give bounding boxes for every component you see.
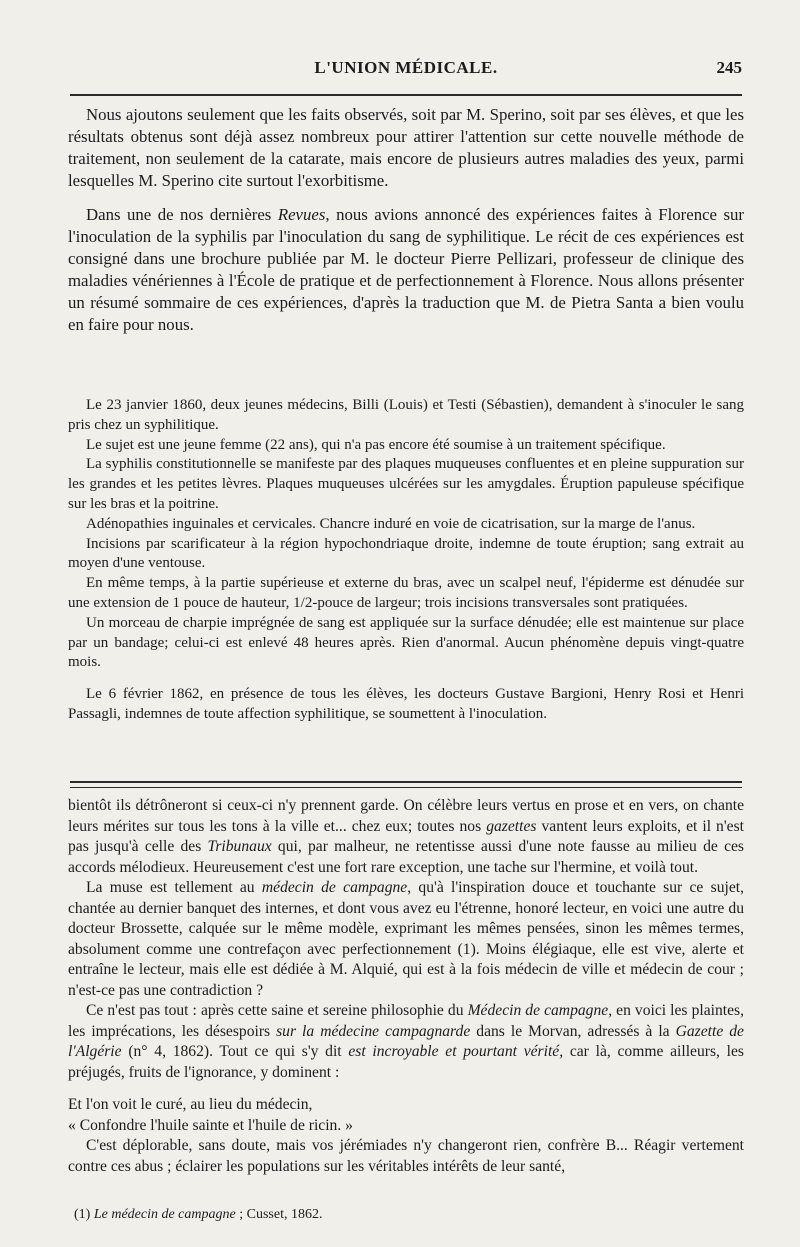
paragraph: C'est déplorable, sans doute, mais vos jérémiades n'y changeront rien, confrère B... Réagir vertement contre ces abus ; éclairer les populations sur les véritables intérêts de leur santé, — [68, 1137, 744, 1175]
footnote-mark: (1) — [74, 1207, 94, 1222]
paragraph — [68, 796, 744, 878]
main-text-upper — [68, 104, 744, 336]
paragraph: Incisions par scarificateur à la région hypochondriaque droite, indemne de toute éruption; sang extrait au moyen d'une ventouse. — [68, 535, 744, 572]
text-run: qui, par malheur, ne retentisse aussi d'une note fausse au milieu de ces accords mélodieux. Heureusement c'est une fort rare exception, une tache sur l'hermine, et voilà tout. — [68, 838, 744, 876]
italic-run: Médecin de campagne — [467, 1002, 609, 1019]
text-run: Ce n'est pas tout : après cette saine et sereine philosophie du — [86, 1002, 468, 1019]
experiment-report — [68, 396, 744, 725]
footnote-text: ; Cusset, 1862. — [235, 1207, 323, 1222]
italic-run: est incroyable et pourtant vérité, — [348, 1043, 564, 1060]
feuilleton-text — [68, 796, 744, 1177]
text-run: , en voici les plaintes, les imprécations, les désespoirs — [68, 1002, 744, 1040]
paragraph — [68, 204, 744, 336]
paragraph: Adénopathies inguinales et cervicales. Chancre induré en voie de cicatrisation, sur la marge de l'anus. — [86, 515, 696, 532]
paragraph — [68, 1001, 744, 1083]
page-header — [70, 58, 742, 84]
journal-title: L'UNION MÉDICALE. — [314, 58, 498, 77]
text-run: dans le Morvan, adressés à la — [470, 1022, 676, 1040]
text-run: car là, comme ailleurs, les préjugés, fruits de l'ignorance, y dominent : — [68, 1043, 744, 1081]
paragraph: Le sujet est une jeune femme (22 ans), qui n'a pas encore été soumise à un traitement spécifique. — [86, 436, 666, 453]
text-run: Dans une de nos dernières — [86, 205, 278, 224]
italic-run: Revues — [277, 205, 326, 224]
paragraph: Un morceau de charpie imprégnée de sang est appliquée sur la surface dénudée; elle est maintenue sur place par un bandage; celui-ci est enlevé 48 heures après. Rien d'anormal. Aucun phénomène depuis vingt-quatre mois. — [68, 614, 744, 671]
verse-line: « Confondre l'huile sainte et l'huile de ricin. » — [68, 1116, 353, 1134]
text-run: vantent leurs exploits, et il n'est pas jusqu'à celle des — [68, 817, 744, 855]
italic-run: gazettes — [486, 817, 537, 835]
footnote-title: Le médecin de campagne — [93, 1207, 236, 1222]
text-run: (n° 4, 1862). Tout ce qui s'y dit — [121, 1043, 349, 1060]
italic-run: Gazette de l'Algérie — [68, 1022, 744, 1060]
paragraph: En même temps, à la partie supérieuse et externe du bras, avec un scalpel neuf, l'épiderme est dénudée sur une extension de 1 pouce de hauteur, 1/2-pouce de largeur; trois incisions transversales sont pratiquées. — [68, 575, 744, 611]
paragraph: La syphilis constitutionnelle se manifeste par des plaques muqueuses confluentes et en pleine suppuration sur les grandes et les petites lèvres. Plaques muqueuses ulcérées sur les amygdales. Éruption papuleuse spécifique sur les bras et la poitrine. — [68, 456, 744, 512]
italic-run: Tribunaux — [207, 838, 272, 855]
italic-run: sur la médecine campagnarde — [276, 1022, 471, 1040]
italic-run: médecin de campagne — [261, 879, 408, 896]
paragraph — [68, 878, 744, 1001]
text-run: La muse est tellement au — [86, 879, 262, 896]
feuilleton-rule — [70, 781, 742, 788]
footnote — [74, 1206, 734, 1224]
paragraph: Nous ajoutons seulement que les faits observés, soit par M. Sperino, soit par ses élèves, et que les résultats obtenus sont déjà assez nombreux pour attirer l'attention sur cette nouvelle méthode de traitement, non seulement de la catarate, mais encore de plusieurs autres maladies des yeux, parmi lesquelles M. Sperino cite surtout l'exorbitisme. — [68, 105, 744, 190]
verse-line: Et l'on voit le curé, au lieu du médecin, — [68, 1096, 313, 1113]
paragraph: Le 23 janvier 1860, deux jeunes médecins, Billi (Louis) et Testi (Sébastien), demandent à s'inoculer le sang pris chez un syphilitique. — [68, 397, 744, 433]
paragraph: Le 6 février 1862, en présence de tous les élèves, les docteurs Gustave Bargioni, Henry Rosi et Henri Passagli, indemnes de toute affection syphilitique, se soumettent à l'inoculation. — [68, 686, 744, 722]
header-rule — [70, 94, 742, 96]
text-run: , nous avions annoncé des expériences faites à Florence sur l'inoculation de la syphilis par l'inoculation du sang de syphilitique. Le récit de ces expériences est consigné dans une brochure publiée par M. le docteur Pierre Pellizari, professeur de clinique des maladies vénériennes à l'École de pratique et de perfectionnement à Florence. Nous allons présenter un résumé sommaire de ces expériences, d'après la traduction que M. de Pietra Santa a bien voulu en faire pour nous. — [68, 205, 745, 334]
text-run: , qu'à l'inspiration douce et touchante sur ce sujet, chantée au dernier banquet des internes, et dont vous avez eu l'étrenne, honoré lecteur, en voici une autre du docteur Brossette, calquée sur le même modèle, exprimant les mêmes pensées, sinon les mêmes termes, absolument comme une contrefaçon avec perfectionnement (1). Moins élégiaque, elle est vive, alerte et entraîne le lecteur, mais elle est dédiée à M. Alquié, qui est à la fois médecin de ville et médecin de cour ; n'est-ce pas une contradiction ? — [68, 879, 744, 999]
text-run: bientôt ils détrôneront si ceux-ci n'y prennent garde. On célèbre leurs vertus en prose et en vers, on chante leurs mérites sur tous les tons à la ville et... chez eux; toutes nos — [68, 797, 744, 835]
page-number: 245 — [716, 58, 742, 77]
